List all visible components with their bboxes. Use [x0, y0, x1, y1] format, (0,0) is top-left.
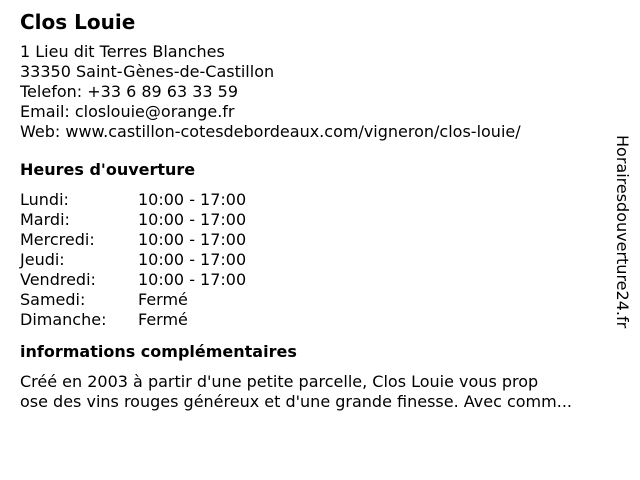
description-line-1: Créé en 2003 à partir d'une petite parcelle, Clos Louie vous prop [20, 372, 539, 391]
hours-row [20, 310, 246, 330]
hours-table [20, 190, 246, 330]
day-hours: Fermé [138, 310, 188, 329]
hours-row [20, 250, 246, 270]
day-label: Mercredi: [20, 230, 95, 249]
hours-row [20, 230, 246, 250]
hours-row [20, 210, 246, 230]
hours-row [20, 270, 246, 290]
hours-row [20, 190, 246, 210]
address-line-1: 1 Lieu dit Terres Blanches [20, 42, 225, 61]
business-card [20, 8, 610, 412]
day-label: Dimanche: [20, 310, 107, 329]
day-label: Vendredi: [20, 270, 96, 289]
hours-row [20, 290, 246, 310]
day-hours: Fermé [138, 290, 188, 309]
day-label: Samedi: [20, 290, 86, 309]
business-name: Clos Louie [20, 10, 136, 34]
day-hours: 10:00 - 17:00 [138, 190, 247, 209]
site-watermark: Horairesdouverture24.fr [613, 135, 632, 329]
day-label: Jeudi: [20, 250, 65, 269]
day-hours: 10:00 - 17:00 [138, 270, 247, 289]
day-hours: 10:00 - 17:00 [138, 230, 247, 249]
description-line-2: ose des vins rouges généreux et d'une grande finesse. Avec comm... [20, 392, 572, 411]
info-title: informations complémentaires [20, 342, 297, 361]
day-hours: 10:00 - 17:00 [138, 250, 247, 269]
address-line-2: 33350 Saint-Gènes-de-Castillon [20, 62, 275, 81]
web-line: Web: www.castillon-cotesdebordeaux.com/vigneron/clos-louie/ [20, 122, 521, 141]
email-line: Email: closlouie@orange.fr [20, 102, 235, 121]
day-hours: 10:00 - 17:00 [138, 210, 247, 229]
day-label: Lundi: [20, 190, 69, 209]
phone-line: Telefon: +33 6 89 63 33 59 [20, 82, 239, 101]
day-label: Mardi: [20, 210, 70, 229]
hours-title: Heures d'ouverture [20, 160, 196, 179]
